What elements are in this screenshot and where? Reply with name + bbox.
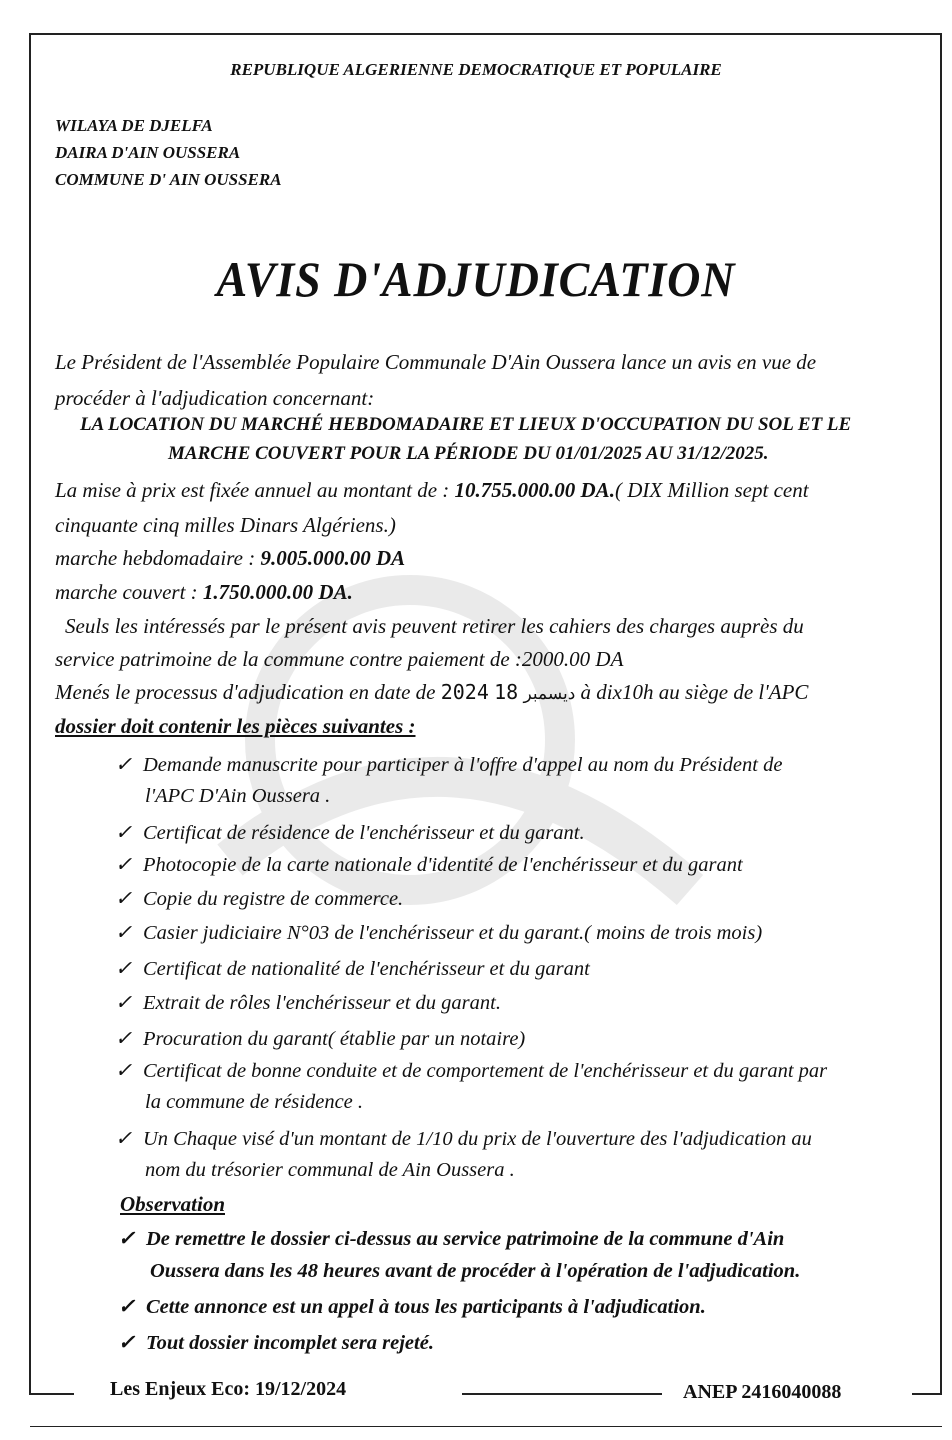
intro-line-2: procéder à l'adjudication concernant: <box>55 386 375 410</box>
piece-item <box>115 852 743 877</box>
mise-words-1: ( DIX Million sept cent <box>614 478 809 502</box>
piece-continuation: nom du trésorier communal de Ain Oussera . <box>145 1159 515 1181</box>
piece-item <box>115 920 762 945</box>
piece-text: Demande manuscrite pour participer à l'offre d'appel au nom du Président de <box>143 754 783 776</box>
wilaya-line: WILAYA DE DJELFA <box>55 116 213 135</box>
republic-header: REPUBLIQUE ALGERIENNE DEMOCRATIQUE ET POPULAIRE <box>230 60 722 79</box>
checkmark-icon: ✓ <box>115 992 133 1014</box>
anep-reference: ANEP 2416040088 <box>683 1381 842 1403</box>
observation-heading: Observation <box>120 1192 225 1216</box>
intro-line-1: Le Président de l'Assemblée Populaire Communale D'Ain Oussera lance un avis en vue de <box>55 350 817 374</box>
checkmark-icon: ✓ <box>115 822 133 844</box>
checkmark-icon: ✓ <box>115 754 133 776</box>
piece-text: Procuration du garant( établie par un notaire) <box>143 1028 526 1050</box>
piece-item <box>115 990 501 1015</box>
checkmark-icon: ✓ <box>115 1060 133 1082</box>
checkmark-icon: ✓ <box>118 1332 136 1354</box>
mise-amount: 10.755.000.00 DA. <box>454 478 615 502</box>
process-day: 18 <box>494 680 519 704</box>
piece-item <box>115 820 585 845</box>
mise-words-2: cinquante cinq milles Dinars Algériens.) <box>55 513 396 537</box>
process-line <box>55 680 808 705</box>
subject-line-2: MARCHE COUVERT POUR LA PÉRIODE DU 01/01/2025 AU 31/12/2025. <box>168 443 769 464</box>
piece-text: Copie du registre de commerce. <box>143 888 404 910</box>
piece-text: Certificat de résidence de l'enchérisseur et du garant. <box>143 822 585 844</box>
observation-text: Tout dossier incomplet sera rejeté. <box>146 1332 434 1354</box>
hebdo-label: marche hebdomadaire : <box>55 546 261 570</box>
footer-rule-middle <box>462 1393 662 1395</box>
footer-rule-right <box>912 1393 942 1395</box>
observation-text: De remettre le dossier ci-dessus au service patrimoine de la commune d'Ain <box>146 1228 785 1250</box>
mise-a-prix-line <box>55 478 809 503</box>
checkmark-icon: ✓ <box>118 1228 136 1250</box>
couvert-line <box>55 580 353 605</box>
checkmark-icon: ✓ <box>118 1296 136 1318</box>
retrait-line-1: Seuls les intéressés par le présent avis peuvent retirer les cahiers des charges auprès du <box>65 614 804 638</box>
footer-rule-left <box>29 1393 74 1395</box>
piece-item <box>115 1058 827 1083</box>
publication-info: Les Enjeux Eco: 19/12/2024 <box>110 1378 347 1400</box>
checkmark-icon: ✓ <box>115 958 133 980</box>
piece-continuation: l'APC D'Ain Oussera . <box>145 785 331 807</box>
mise-prefix: La mise à prix est fixée annuel au montant de : <box>55 478 455 502</box>
piece-item <box>115 752 782 777</box>
observation-continuation: Oussera dans les 48 heures avant de procéder à l'opération de l'adjudication. <box>150 1260 801 1282</box>
piece-text: Un Chaque visé d'un montant de 1/10 du prix de l'ouverture des l'adjudication au <box>143 1128 812 1150</box>
observation-text: Cette annonce est un appel à tous les participants à l'adjudication. <box>146 1296 706 1318</box>
daira-line: DAIRA D'AIN OUSSERA <box>55 143 241 162</box>
observation-item <box>118 1226 784 1251</box>
process-suffix: à dix10h au siège de l'APC <box>580 680 809 704</box>
observation-item <box>118 1330 434 1355</box>
piece-text: Certificat de nationalité de l'enchérisseur et du garant <box>143 958 590 980</box>
dossier-heading: dossier doit contenir les pièces suivantes : <box>55 714 416 738</box>
piece-text: Photocopie de la carte nationale d'identité de l'enchérisseur et du garant <box>143 854 743 876</box>
couvert-amount: 1.750.000.00 DA. <box>202 580 353 604</box>
observation-item <box>118 1294 706 1319</box>
checkmark-icon: ✓ <box>115 1028 133 1050</box>
piece-item <box>115 1126 812 1151</box>
checkmark-icon: ✓ <box>115 854 133 876</box>
piece-item <box>115 1026 525 1051</box>
commune-line: COMMUNE D' AIN OUSSERA <box>55 170 282 189</box>
checkmark-icon: ✓ <box>115 888 133 910</box>
bottom-rule <box>30 1426 942 1427</box>
piece-item <box>115 886 403 911</box>
piece-text: Casier judiciaire N°03 de l'enchérisseur et du garant.( moins de trois mois) <box>143 922 763 944</box>
couvert-label: marche couvert : <box>55 580 203 604</box>
piece-text: Certificat de bonne conduite et de comportement de l'enchérisseur et du garant par <box>143 1060 828 1082</box>
retrait-line-2: service patrimoine de la commune contre paiement de :2000.00 DA <box>55 647 624 671</box>
process-year: 2024 <box>440 680 489 704</box>
hebdo-line <box>55 546 405 571</box>
subject-line-1: LA LOCATION DU MARCHÉ HEBDOMADAIRE ET LIEUX D'OCCUPATION DU SOL ET LE <box>80 414 852 435</box>
checkmark-icon: ✓ <box>115 922 133 944</box>
piece-text: Extrait de rôles l'enchérisseur et du garant. <box>143 992 501 1014</box>
process-prefix: Menés le processus d'adjudication en date de <box>55 680 436 704</box>
document-title: AVIS D'ADJUDICATION <box>216 251 736 307</box>
process-month: ديسمبر <box>523 684 576 703</box>
checkmark-icon: ✓ <box>115 1128 133 1150</box>
piece-item <box>115 956 590 981</box>
piece-continuation: la commune de résidence . <box>145 1091 364 1113</box>
hebdo-amount: 9.005.000.00 DA <box>260 546 406 570</box>
